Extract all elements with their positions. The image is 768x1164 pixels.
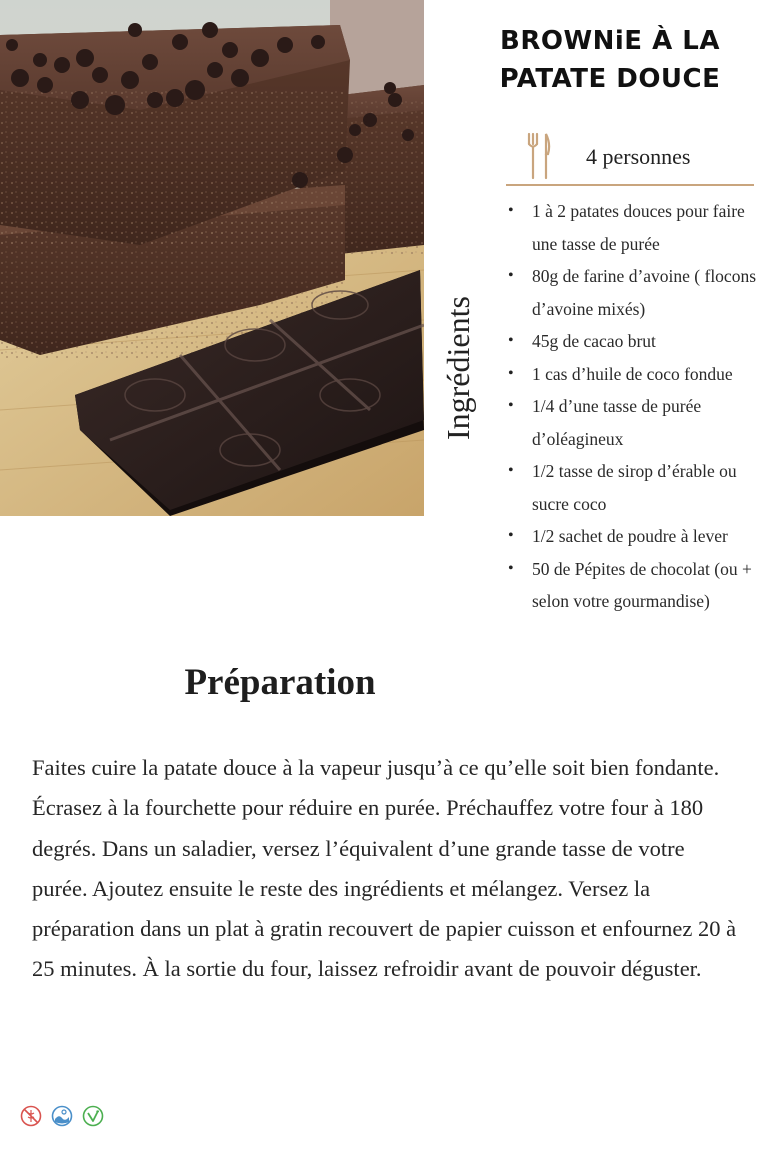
fork-knife-icon — [526, 132, 552, 184]
ingredients-list — [508, 195, 764, 618]
no-gluten-icon — [20, 1105, 42, 1127]
recipe-title — [460, 22, 760, 98]
list-item: • 45g de cacao brut — [508, 325, 764, 358]
diet-badges — [20, 1105, 104, 1127]
preparation-text: Faites cuire la patate douce à la vapeur jusqu’à ce qu’elle soit bien fondante. Écrasez à la fourchette pour réduire en purée. Préchauffez votre four à 180 degrés. Dans un saladier, versez l’équivalent d’une grande tasse de votre purée. Ajoutez ensuite le reste des ingrédients et mélangez. Versez la préparation dans un plat à gratin recouvert de papier cuisson et enfournez 20 à 25 minutes. À la sortie du four, laissez refroidir avant de pouvoir déguster. — [32, 755, 737, 982]
list-item: • 50 de Pépites de chocolat (ou + selon votre gourmandise) — [508, 553, 764, 618]
recipe-title-line-2: PATATE DOUCE — [499, 64, 721, 94]
list-item: • 1 à 2 patates douces pour faire une tasse de purée — [508, 195, 764, 260]
dairy-free-icon — [51, 1105, 73, 1127]
ingredients-heading: Ingrédients — [440, 296, 476, 440]
recipe-title-line-1: BROWNiE À LA — [500, 26, 720, 56]
preparation-heading: Préparation — [184, 662, 376, 703]
list-item: • 1/4 d’une tasse de purée d’oléagineux — [508, 390, 764, 455]
list-item: • 1 cas d’huile de coco fondue — [508, 358, 764, 391]
list-item: • 1/2 tasse de sirop d’érable ou sucre coco — [508, 455, 764, 520]
vegan-icon — [82, 1105, 104, 1127]
servings-text: 4 personnes — [586, 144, 691, 169]
servings-row — [506, 130, 754, 186]
brownie-photo — [0, 0, 424, 516]
list-item: • 80g de farine d’avoine ( flocons d’avoine mixés) — [508, 260, 764, 325]
list-item: • 1/2 sachet de poudre à lever — [508, 520, 764, 553]
